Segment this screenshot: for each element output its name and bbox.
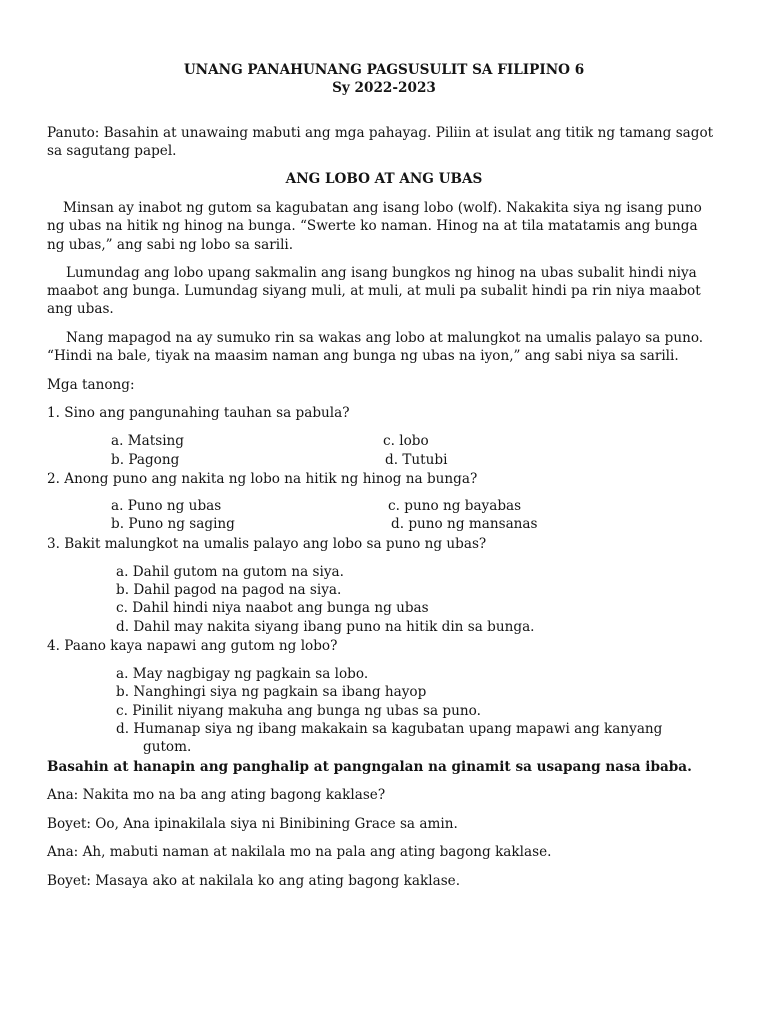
story-p2-line-2: maabot ang bunga. Lumundag siyang muli, at muli, at muli pa subalit hindi pa rin niya maabot xyxy=(47,283,701,299)
q3-option-c: c. Dahil hindi niya naabot ang bunga ng ubas xyxy=(116,600,429,616)
q4-option-d-continued: gutom. xyxy=(143,739,192,755)
story-p2-line-1: Lumundag ang lobo upang sakmalin ang isang bungkos ng hinog na ubas subalit hindi niya xyxy=(66,265,697,281)
q4-option-d: d. Humanap siya ng ibang makakain sa kagubatan upang mapawi ang kanyang xyxy=(116,721,663,737)
dialogue-line-1: Ana: Nakita mo na ba ang ating bagong kaklase? xyxy=(47,787,386,803)
q1-option-b: b. Pagong xyxy=(111,452,180,468)
q3-option-b: b. Dahil pagod na pagod na siya. xyxy=(116,582,342,598)
q4-option-a: a. May nagbigay ng pagkain sa lobo. xyxy=(116,666,369,682)
story-p3-line-1: Nang mapagod na ay sumuko rin sa wakas ang lobo at malungkot na umalis palayo sa puno. xyxy=(66,330,704,346)
instruction-line-1: Panuto: Basahin at unawaing mabuti ang mga pahayag. Piliin at isulat ang titik ng tamang sagot xyxy=(47,125,714,141)
story-title: ANG LOBO AT ANG UBAS xyxy=(285,171,483,187)
q2-option-b: b. Puno ng saging xyxy=(111,516,235,532)
dialogue-line-3: Ana: Ah, mabuti naman at nakilala mo na pala ang ating bagong kaklase. xyxy=(47,844,552,860)
q4-option-b: b. Nanghingi siya ng pagkain sa ibang hayop xyxy=(116,684,427,700)
q1-option-a: a. Matsing xyxy=(111,433,185,449)
dialogue-line-2: Boyet: Oo, Ana ipinakilala siya ni Binibining Grace sa amin. xyxy=(47,816,458,832)
question-1: 1. Sino ang pangunahing tauhan sa pabula? xyxy=(47,405,350,421)
instruction-line-2: sa sagutang papel. xyxy=(47,143,177,159)
question-4: 4. Paano kaya napawi ang gutom ng lobo? xyxy=(47,638,338,654)
page-title: UNANG PANAHUNANG PAGSUSULIT SA FILIPINO 6 xyxy=(183,62,585,78)
q1-option-c: c. lobo xyxy=(383,433,429,449)
story-p3-line-2: “Hindi na bale, tiyak na maasim naman ang bunga ng ubas na iyon,” ang sabi niya sa sarili. xyxy=(47,348,679,364)
q3-option-d: d. Dahil may nakita siyang ibang puno na hitik din sa bunga. xyxy=(116,619,535,635)
q2-option-d: d. puno ng mansanas xyxy=(391,516,538,532)
story-p1-line-3: ng ubas,” ang sabi ng lobo sa sarili. xyxy=(47,237,294,253)
questions-label: Mga tanong: xyxy=(47,377,135,393)
section-2-instruction: Basahin at hanapin ang panghalip at pangngalan na ginamit sa usapang nasa ibaba. xyxy=(47,759,692,775)
story-p2-line-3: ang ubas. xyxy=(47,301,114,317)
dialogue-line-4: Boyet: Masaya ako at nakilala ko ang ating bagong kaklase. xyxy=(47,873,461,889)
school-year: Sy 2022-2023 xyxy=(332,80,436,96)
q3-option-a: a. Dahil gutom na gutom na siya. xyxy=(116,564,344,580)
question-2: 2. Anong puno ang nakita ng lobo na hitik ng hinog na bunga? xyxy=(47,471,478,487)
q4-option-c: c. Pinilit niyang makuha ang bunga ng ubas sa puno. xyxy=(116,703,481,719)
story-p1-line-1: Minsan ay inabot ng gutom sa kagubatan ang isang lobo (wolf). Nakakita siya ng isang puno xyxy=(63,200,702,216)
story-p1-line-2: ng ubas na hitik ng hinog na bunga. “Swerte ko naman. Hinog na at tila matatamis ang bunga xyxy=(47,218,698,234)
q2-option-a: a. Puno ng ubas xyxy=(111,498,222,514)
q1-option-d: d. Tutubi xyxy=(385,452,448,468)
question-3: 3. Bakit malungkot na umalis palayo ang lobo sa puno ng ubas? xyxy=(47,536,487,552)
q2-option-c: c. puno ng bayabas xyxy=(388,498,522,514)
